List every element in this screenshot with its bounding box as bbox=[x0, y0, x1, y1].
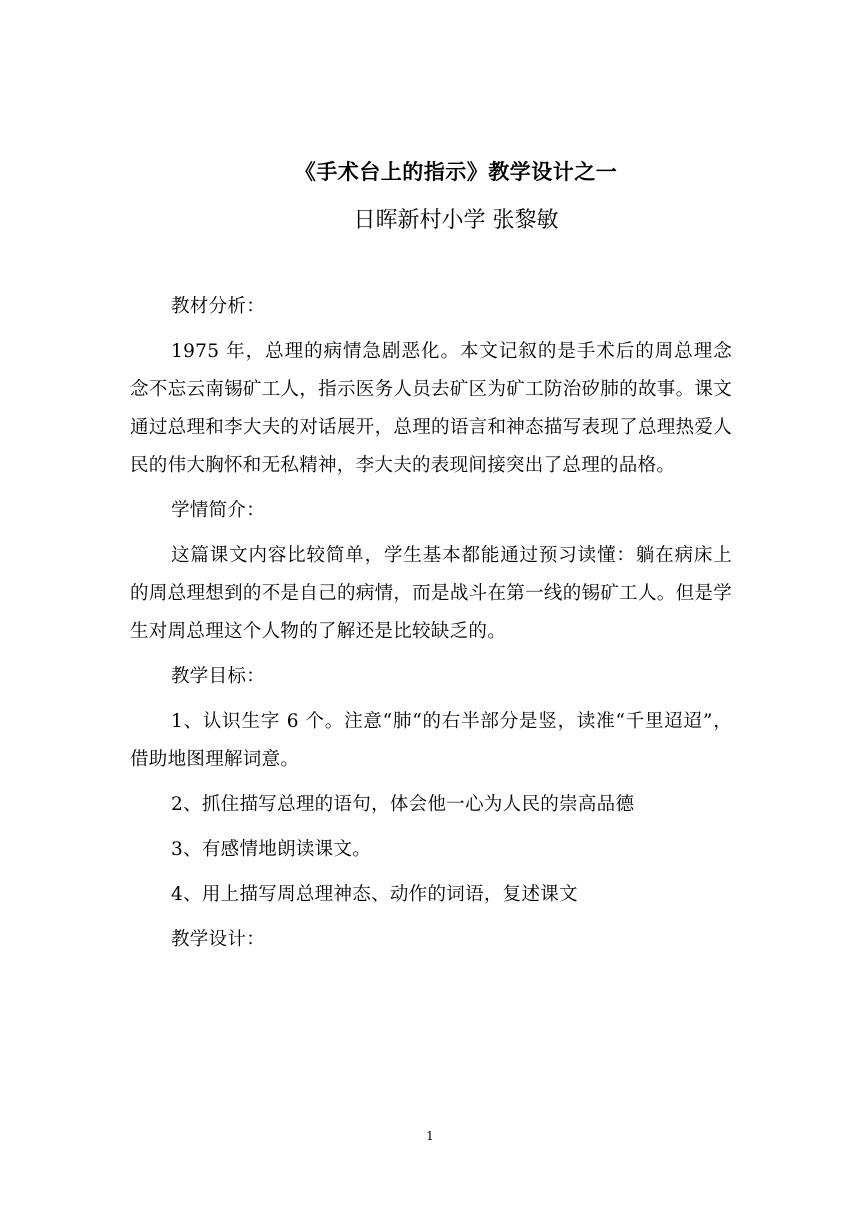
section-heading-material-analysis: 教材分析： bbox=[171, 296, 266, 317]
document-body bbox=[130, 288, 732, 966]
goal-item-1: 1、认识生字 6 个。注意“肺“的右半部分是竖，读准“千里迢迢”，借助地图理解词意。 bbox=[130, 711, 732, 770]
goal-item-4: 4、用上描写周总理神态、动作的词语，复述课文 bbox=[171, 884, 578, 905]
section-heading-student-situation: 学情简介： bbox=[171, 500, 266, 521]
document-title: 《手术台上的指示》教学设计之一 bbox=[294, 159, 618, 184]
section-heading-teaching-design: 教学设计： bbox=[171, 929, 266, 950]
goal-item-2: 2、抓住描写总理的语句，体会他一心为人民的崇高品德 bbox=[171, 794, 635, 815]
page-number: 1 bbox=[426, 1129, 434, 1143]
paragraph-material-analysis: 1975 年，总理的病情急剧恶化。本文记叙的是手术后的周总理念念不忘云南锡矿工人，指示医务人员去矿区为矿工防治矽肺的故事。课文通过总理和李大夫的对话展开，总理的语言和神态描写表现了总理热爱人民的伟大胸怀和无私精神，李大夫的表现间接突出了总理的品格。 bbox=[130, 341, 732, 476]
goal-item-3: 3、有感情地朗读课文。 bbox=[171, 839, 372, 860]
paragraph-student-situation: 这篇课文内容比较简单，学生基本都能通过预习读懂：躺在病床上的周总理想到的不是自己的病情，而是战斗在第一线的锡矿工人。但是学生对周总理这个人物的了解还是比较缺乏的。 bbox=[130, 545, 732, 642]
section-heading-teaching-goals: 教学目标： bbox=[171, 666, 266, 687]
author-line: 日晖新村小学 张黎敏 bbox=[353, 208, 559, 233]
